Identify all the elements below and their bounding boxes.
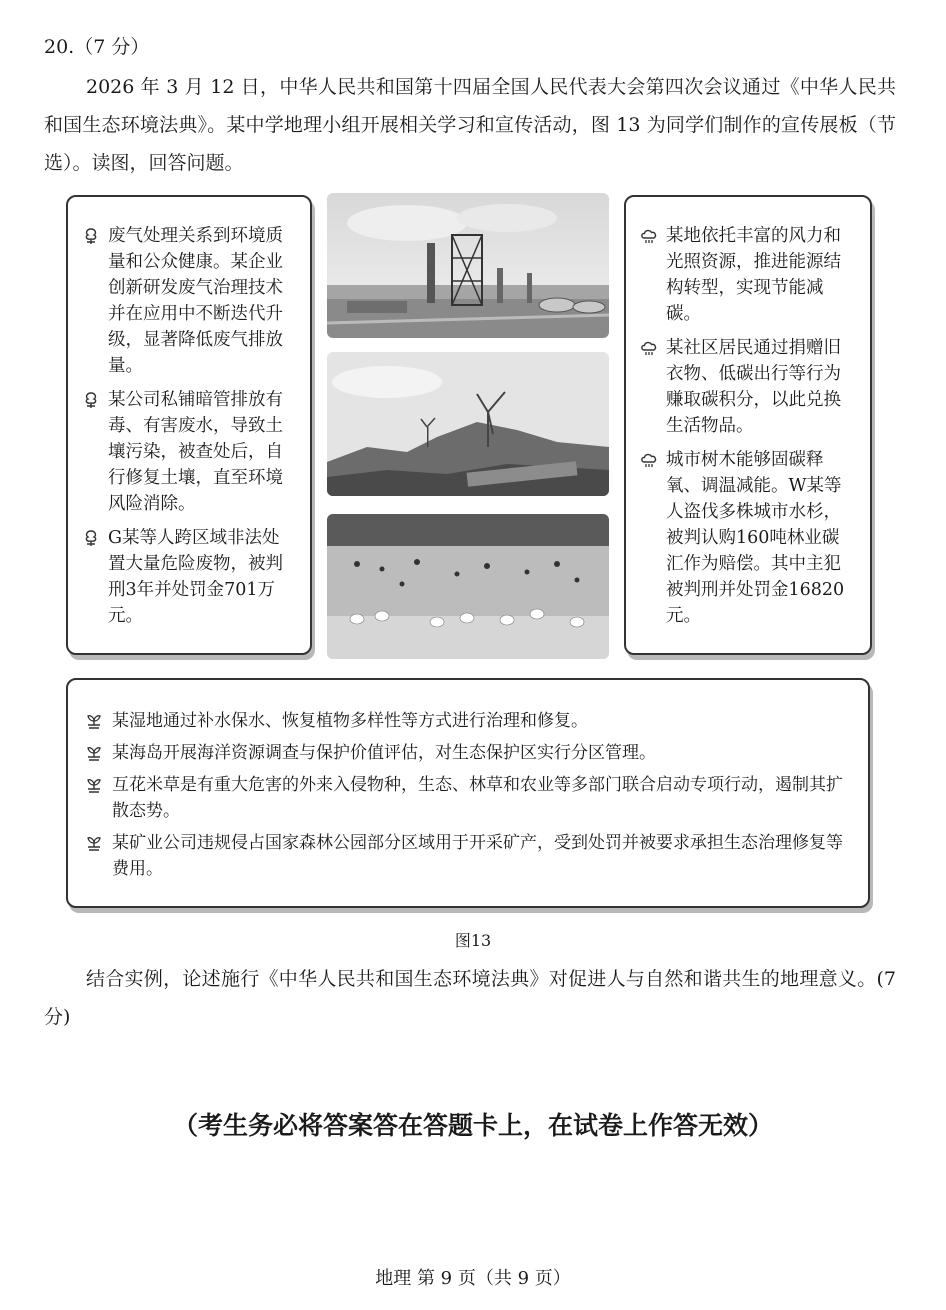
- list-item: G某等人跨区域非法处置大量危险废物，被判刑3年并处罚金701万元。: [82, 525, 296, 629]
- cloud-icon: [640, 447, 666, 473]
- exam-notice: （考生务必将答案答在答题卡上，在试卷上作答无效）: [172, 1111, 773, 1140]
- left-panel: [66, 195, 312, 655]
- leaf-hand-icon: [82, 223, 108, 249]
- page-footer: 地理 第 9 页（共 9 页）: [375, 1268, 571, 1289]
- sprout-icon: [86, 708, 112, 734]
- list-item: 废气处理关系到环境质量和公众健康。某企业创新研发废气治理技术并在应用中不断迭代升级，显著降低废气排放量。: [82, 223, 296, 379]
- industrial-plant-photo: [327, 193, 609, 338]
- list-item: 某矿业公司违规侵占国家森林公园部分区域用于开采矿产，受到处罚并被要求承担生态治理修复等费用。: [86, 830, 854, 882]
- leaf-hand-icon: [82, 387, 108, 413]
- list-item: 某社区居民通过捐赠旧衣物、低碳出行等行为赚取碳积分，以此兑换生活物品。: [640, 335, 856, 439]
- list-item: 城市树木能够固碳释氧、调温减能。W某等人盗伐多株城市水杉，被判认购160吨林业碳汇作为赔偿。其中主犯被判刑并处罚金16820元。: [640, 447, 856, 629]
- question-number: 20.（7 分）: [44, 36, 150, 58]
- wetland-egrets-photo: [327, 514, 609, 659]
- cloud-icon: [640, 335, 666, 361]
- question-task: 结合实例，论述施行《中华人民共和国生态环境法典》对促进人与自然和谐共生的地理意义。(7 分): [44, 968, 896, 1028]
- list-item: 某海岛开展海洋资源调查与保护价值评估，对生态保护区实行分区管理。: [86, 740, 854, 766]
- question-intro: 2026 年 3 月 12 日，中华人民共和国第十四届全国人民代表大会第四次会议通过《中华人民共和国生态环境法典》。某中学地理小组开展相关学习和宣传活动，图 13 为同学们制作的宣传展板（节选）。读图，回答问题。: [44, 76, 896, 174]
- list-item: 某湿地通过补水保水、恢复植物多样性等方式进行治理和修复。: [86, 708, 854, 734]
- leaf-hand-icon: [82, 525, 108, 551]
- list-item: 某公司私铺暗管排放有毒、有害废水，导致土壤污染，被查处后，自行修复土壤，直至环境风险消除。: [82, 387, 296, 517]
- list-item: 互花米草是有重大危害的外来入侵物种，生态、林草和农业等多部门联合启动专项行动，遏制其扩散态势。: [86, 772, 854, 824]
- cloud-icon: [640, 223, 666, 249]
- right-panel: [624, 195, 872, 655]
- bottom-panel: [66, 678, 870, 908]
- list-item: 某地依托丰富的风力和光照资源，推进能源结构转型，实现节能减碳。: [640, 223, 856, 327]
- wind-turbine-photo: [327, 352, 609, 496]
- sprout-icon: [86, 772, 112, 798]
- sprout-icon: [86, 830, 112, 856]
- figure-caption: 图13: [454, 931, 492, 950]
- sprout-icon: [86, 740, 112, 766]
